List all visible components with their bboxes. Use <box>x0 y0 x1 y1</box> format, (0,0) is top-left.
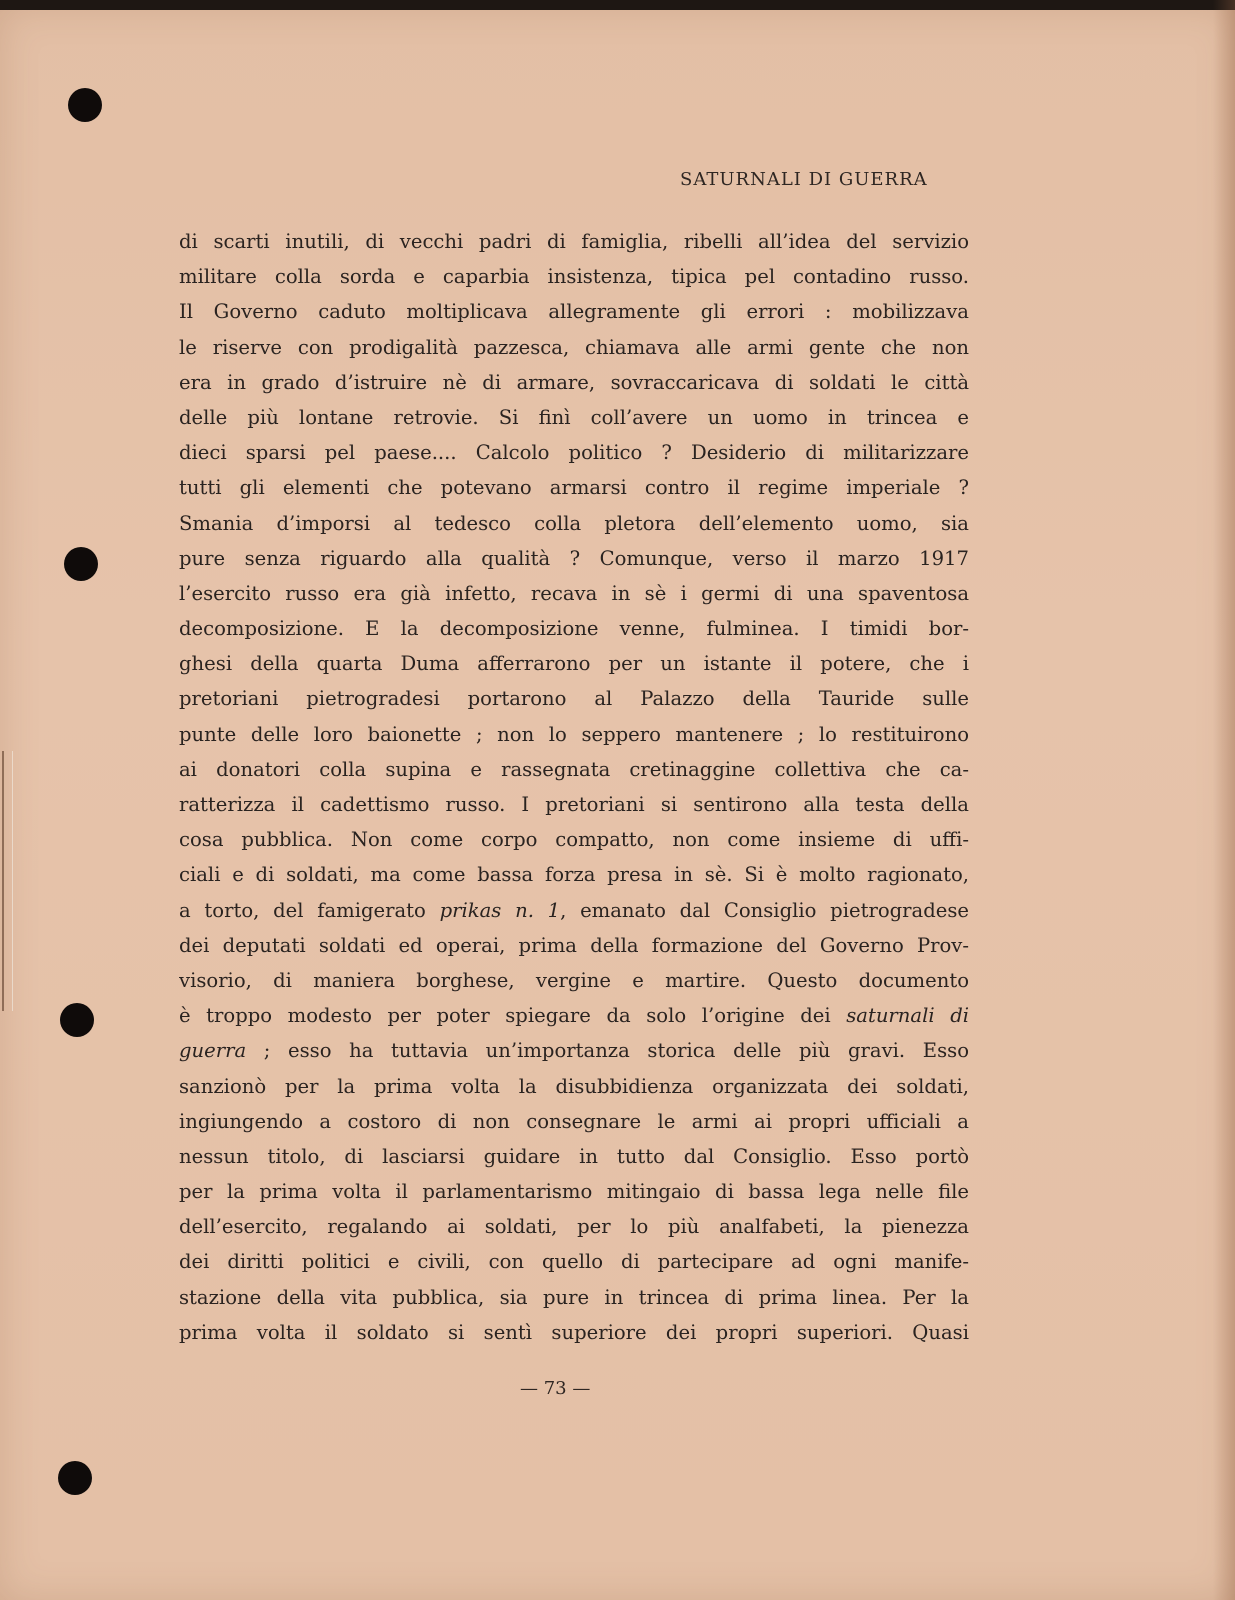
punch-hole <box>64 547 98 581</box>
text-run: Il Governo caduto moltiplicava allegramente gli errori : mobilizzava <box>179 300 969 324</box>
text-line <box>179 259 969 294</box>
running-header: SATURNALI DI GUERRA <box>680 169 928 190</box>
text-run: ratterizza il cadettismo russo. I pretoriani si sentirono alla testa della <box>179 793 969 816</box>
text-line <box>179 435 969 470</box>
text-line <box>179 646 969 681</box>
text-line <box>179 576 969 611</box>
text-line <box>179 611 969 646</box>
text-line <box>179 822 969 857</box>
text-run: Smania d’imporsi al tedesco colla pletora dell’elemento uomo, sia <box>179 511 969 535</box>
text-line <box>179 400 969 435</box>
text-line <box>179 1244 969 1279</box>
text-run: per la prima volta il parlamentarismo mitingaio di bassa lega nelle file <box>179 1180 969 1204</box>
scanned-page <box>0 6 1235 1600</box>
text-run: pretoriani pietrogradesi portarono al Palazzo della Tauride sulle <box>179 687 969 711</box>
text-line <box>179 365 969 400</box>
text-line <box>179 752 969 787</box>
page-edge-shadow <box>1213 0 1235 1600</box>
text-run: visorio, di maniera borghese, vergine e martire. Questo documento <box>179 968 969 992</box>
italic-text: saturnali di <box>846 1004 969 1028</box>
text-line <box>179 893 969 928</box>
text-line <box>179 1280 969 1315</box>
text-line <box>179 1174 969 1209</box>
text-line <box>179 1209 969 1244</box>
text-line <box>179 1069 969 1104</box>
text-line <box>179 1104 969 1139</box>
text-run: l’esercito russo era già infetto, recava in sè i germi di una spaventosa <box>179 581 969 605</box>
page-number: — 73 — <box>520 1378 591 1399</box>
text-run: di scarti inutili, di vecchi padri di famiglia, ribelli all’idea del servizio <box>179 230 969 253</box>
text-run: dieci sparsi pel paese.... Calcolo politico ? Desiderio di militarizzare <box>179 441 969 465</box>
text-run: prima volta il soldato si sentì superiore dei propri superiori. Quasi <box>179 1320 969 1344</box>
text-run: , emanato dal Consiglio pietrogradese <box>560 898 969 922</box>
text-run: stazione della vita pubblica, sia pure in trincea di prima linea. Per la <box>179 1285 969 1309</box>
text-line <box>179 1315 969 1350</box>
text-run: le riserve con prodigalità pazzesca, chiamava alle armi gente che non <box>179 335 969 359</box>
text-line <box>179 928 969 963</box>
text-line <box>179 681 969 716</box>
text-line <box>179 541 969 576</box>
text-run: ai donatori colla supina e rassegnata cretinaggine collettiva che ca- <box>179 757 969 781</box>
punch-hole <box>68 88 102 122</box>
text-run: punte delle loro baionette ; non lo seppero mantenere ; lo restituirono <box>179 722 969 746</box>
text-line <box>179 330 969 365</box>
text-line <box>179 506 969 541</box>
text-run: ; esso ha tuttavia un’importanza storica delle più gravi. Esso <box>246 1039 969 1063</box>
scan-top-edge <box>0 0 1235 10</box>
text-run: decomposizione. E la decomposizione venne, fulminea. I timidi bor- <box>179 617 969 641</box>
text-run: nessun titolo, di lasciarsi guidare in tutto dal Consiglio. Esso portò <box>179 1144 969 1168</box>
text-run: a torto, del famigerato <box>179 898 440 922</box>
text-line <box>179 787 969 822</box>
text-run: è troppo modesto per poter spiegare da solo l’origine dei <box>179 1004 847 1028</box>
text-run: dei diritti politici e civili, con quello di partecipare ad ogni manife- <box>179 1250 969 1274</box>
text-line <box>179 857 969 892</box>
text-run: tutti gli elementi che potevano armarsi contro il regime imperiale ? <box>179 476 969 500</box>
text-line <box>179 294 969 329</box>
text-run: dell’esercito, regalando ai soldati, per lo più analfabeti, la pienezza <box>179 1215 969 1239</box>
text-run: ingiungendo a costoro di non consegnare le armi ai propri ufficiali a <box>179 1109 969 1133</box>
body-text <box>179 224 969 1350</box>
text-line <box>179 717 969 752</box>
punch-hole <box>58 1461 92 1495</box>
punch-hole <box>60 1003 94 1037</box>
text-run: militare colla sorda e caparbia insistenza, tipica pel contadino russo. <box>179 265 969 289</box>
text-line <box>179 1139 969 1174</box>
text-run: ciali e di soldati, ma come bassa forza presa in sè. Si è molto ragionato, <box>179 863 969 887</box>
text-run: pure senza riguardo alla qualità ? Comunque, verso il marzo 1917 <box>179 546 969 570</box>
text-run: ghesi della quarta Duma afferrarono per un istante il potere, che i <box>179 652 969 676</box>
text-run: delle più lontane retrovie. Si finì coll’avere un uomo in trincea e <box>179 405 969 429</box>
italic-text: guerra <box>179 1039 247 1063</box>
text-line <box>179 963 969 998</box>
text-line <box>179 998 969 1033</box>
italic-text: prikas n. 1 <box>439 898 561 922</box>
text-line <box>179 1033 969 1068</box>
text-run: dei deputati soldati ed operai, prima della formazione del Governo Prov- <box>179 933 969 957</box>
text-line <box>179 224 969 259</box>
text-run: era in grado d’istruire nè di armare, sovraccaricava di soldati le città <box>179 370 969 394</box>
text-run: sanzionò per la prima volta la disubbidienza organizzata dei soldati, <box>179 1074 969 1098</box>
text-line <box>179 470 969 505</box>
text-run: cosa pubblica. Non come corpo compatto, non come insieme di uffi- <box>179 828 969 852</box>
binding-thread <box>2 751 13 1011</box>
